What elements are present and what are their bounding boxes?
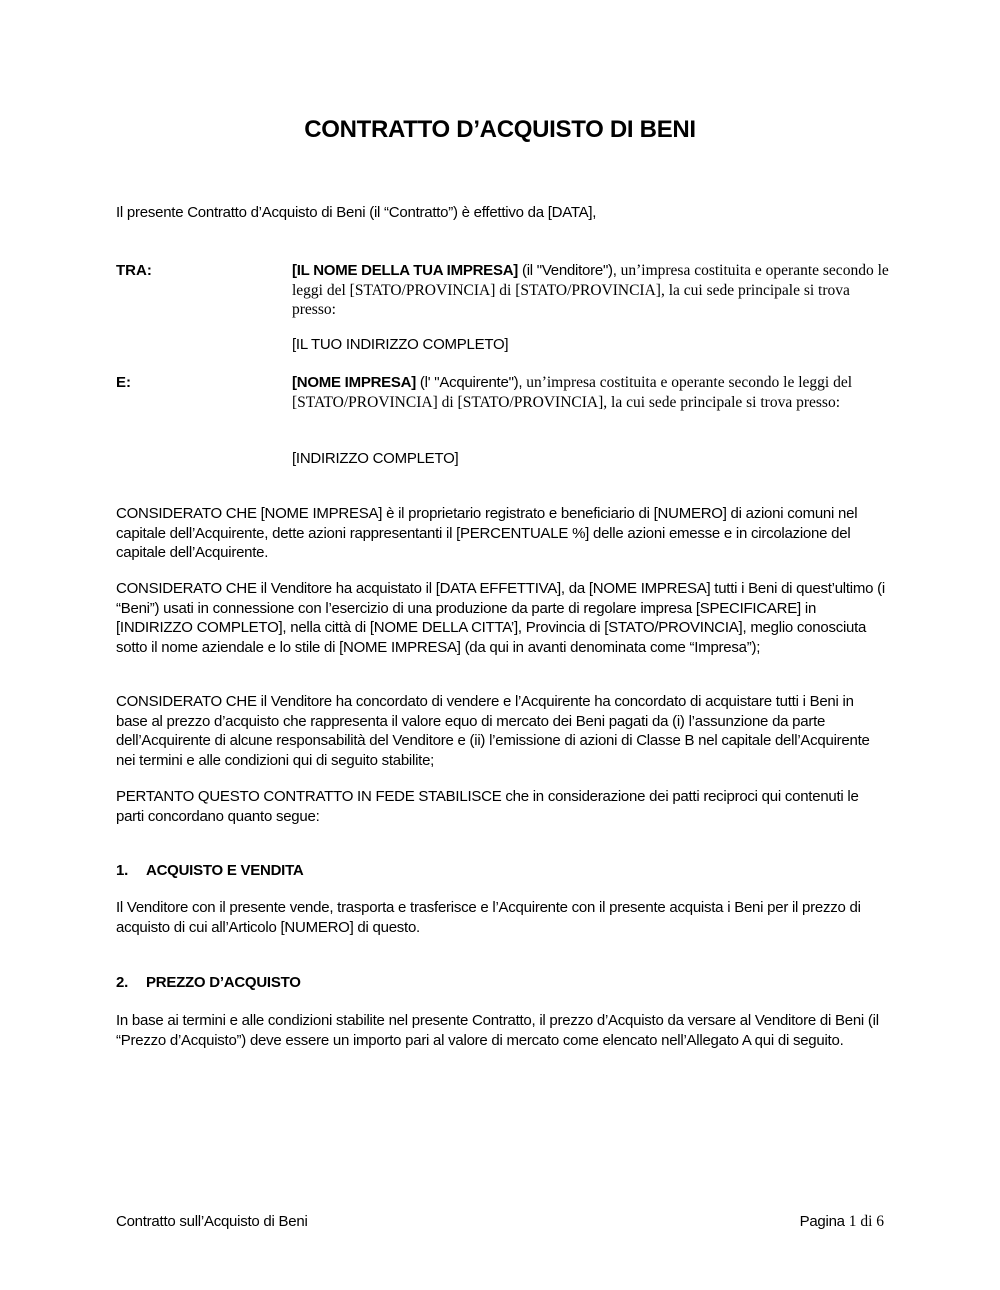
party-name: [IL NOME DELLA TUA IMPRESA] (292, 262, 519, 279)
section-body: In base ai termini e alle condizioni stabilite nel presente Contratto, il prezzo d’Acquisto da versare al Venditore di Beni (il “Prezzo d’Acquisto”) deve essere un importo pari al valore di mercato come elencato nell’Allegato A qui di seguito. (116, 1012, 879, 1049)
party-role: (il "Venditore"), (518, 262, 617, 279)
recital-paragraph: CONSIDERATO CHE [NOME IMPRESA] è il proprietario registrato e beneficiario di [NUMERO] di azioni comuni nel capitale dell’Acquirente, dette azioni rappresentanti il [PERCENTUALE %] delle azioni emesse e in circolazione del capitale dell’Acquirente. (116, 505, 858, 561)
page-total: 6 (876, 1213, 884, 1230)
section-title: ACQUISTO E VENDITA (146, 862, 304, 879)
party-role: (l' "Acquirente"), (416, 374, 523, 391)
page-label: Pagina (799, 1213, 849, 1230)
party-description-seller (292, 261, 892, 320)
party-name: [NOME IMPRESA] (292, 374, 416, 391)
party-description-buyer (292, 373, 892, 412)
section-number: 1. (116, 862, 129, 879)
section-number: 2. (116, 974, 129, 991)
party-details: un’impresa costituita e operante secondo le leggi del [STATO/PROVINCIA] di [STATO/PROVINCIA], la cui sede principale si trova presso: (292, 374, 853, 411)
section-heading (116, 862, 303, 879)
section-title: PREZZO D’ACQUISTO (146, 974, 301, 991)
party-label-buyer: E: (116, 374, 131, 391)
section-heading (116, 974, 301, 991)
party-details: un’impresa costituita e operante secondo le leggi del [STATO/PROVINCIA] di [STATO/PROVINCIA], la cui sede principale si trova presso: (292, 262, 889, 318)
page-separator: di (856, 1213, 877, 1230)
recital-paragraph: CONSIDERATO CHE il Venditore ha acquistato il [DATA EFFETTIVA], da [NOME IMPRESA] tutti i Beni di quest’ultimo (i “Beni”) usati in connessione con l’esercizio di una produzione da parte di regolare impresa [SPECIFICARE] in [INDIRIZZO COMPLETO], nella città di [NOME DELLA CITTA’], Provincia di [STATO/PROVINCIA], meglio conosciuta sotto il nome aziendale e lo stile di [NOME IMPRESA] (da qui in avanti denominata come “Impresa”); (116, 580, 885, 656)
party-address-seller: [IL TUO INDIRIZZO COMPLETO] (292, 336, 509, 353)
page-current: 1 (848, 1213, 857, 1230)
party-label-seller: TRA: (116, 262, 152, 279)
document-title: CONTRATTO D’ACQUISTO DI BENI (304, 116, 696, 143)
footer-page-number (800, 1213, 884, 1231)
recital-paragraph: CONSIDERATO CHE il Venditore ha concordato di vendere e l’Acquirente ha concordato di acquistare tutti i Beni in base al prezzo d’acquisto che rappresenta il valore equo di mercato dei Beni pagati da (i) l’assunzione da parte dell’Acquirente di alcune responsabilità del Venditore e (ii) l’emissione di azioni di Classe B nel capitale dell’Acquirente nei termini e alle condizioni qui di seguito stabilite; (116, 693, 870, 769)
footer-document-name: Contratto sull’Acquisto di Beni (116, 1213, 308, 1230)
intro-paragraph: Il presente Contratto d’Acquisto di Beni (il “Contratto”) è effettivo da [DATA], (116, 204, 597, 221)
recital-paragraph: PERTANTO QUESTO CONTRATTO IN FEDE STABILISCE che in considerazione dei patti reciproci qui contenuti le parti concordano quanto segue: (116, 788, 859, 825)
section-body: Il Venditore con il presente vende, trasporta e trasferisce e l’Acquirente con il presente acquista i Beni per il prezzo di acquisto di cui all’Articolo [NUMERO] di questo. (116, 899, 861, 936)
party-address-buyer: [INDIRIZZO COMPLETO] (292, 450, 459, 467)
